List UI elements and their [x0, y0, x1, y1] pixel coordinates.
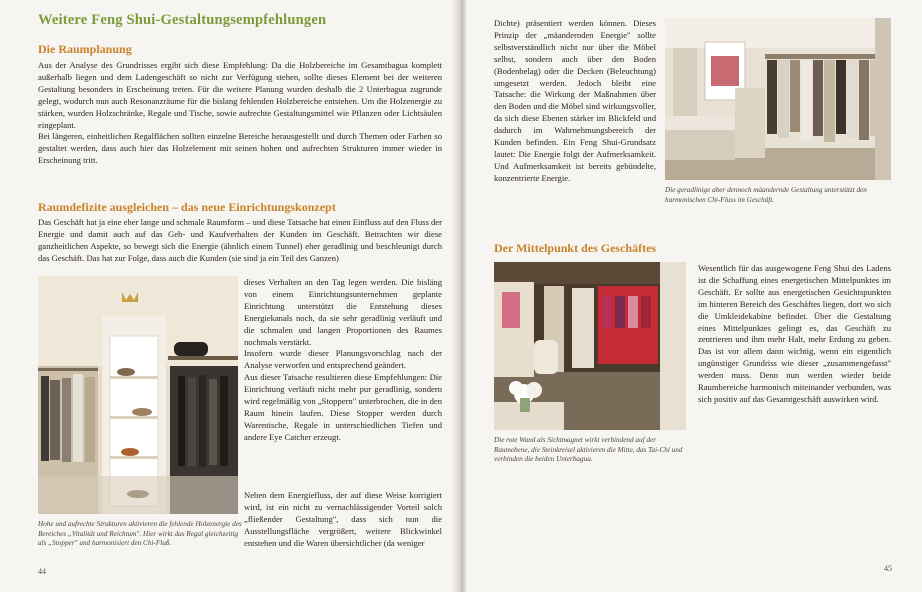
- caption-bottom-left: Die rote Wand als Sichtmagnet wirkt verbindend auf der Raumebene, die Steinkreisel aktivieren die Mitte, das Tai-Chi und verbinden die beiden Unterbagua.: [494, 436, 683, 464]
- section-heading-raumdefizite: Raumdefizite ausgleichen – das neue Einrichtungskonzept: [38, 200, 336, 214]
- paragraph: Aus der Analyse des Grundrisses ergibt sich diese Empfehlung: Da die Holzbereiche im Gesamtbagua komplett außerhalb liegen und dem Ladengeschäft so nicht zur Verfügung stehen, sollte dieses Element bei der weiteren Gestaltung besonders in Erscheinung treten. Für die weitere Planung wurden deshalb die 2 Unterbagua zugrunde gelegt, wodurch nun auch Resonanzräume für die bislang fehlenden Holzbereiche entstehen. Um die Holzenergie zu stärken, wurden Holzschränke, Regale und Tische, sowie aufrechte Gestaltungsmittel wie Pflanzen oder Lichtsäulen eingeplant.: [38, 60, 442, 130]
- paragraph: Neben dem Energiefluss, der auf diese Weise korrigiert wird, ist ein nicht zu vernachlässigender Vorteil solch „fließender Gestaltung", dass sich nun die Ausstellungsfläche vergrößert, weitere Blickwinkel entstehen und die Waren übersichtlicher (da weniger: [244, 490, 442, 548]
- paragraph-intro: Das Geschäft hat ja eine eher lange und schmale Raumform – und diese Tatsache hat einen Einfluss auf den Fluss der Energie und damit auch auf das Geh- und Kaufverhalten der Kunden im Geschäft. Betrachten wir diese ganzheitlichen Aspekte, so bewegt sich die Energie (ähnlich einem Tunnel) eher geradlinig und beschleunigt durch das Geschäft. Das hat zur Folge, dass auch die Kunden (sie sind ja ein Teil des Ganzen): [38, 217, 442, 263]
- page-number-left: 44: [38, 567, 46, 576]
- left-page: [0, 0, 458, 592]
- photo-shelf-store: [38, 276, 238, 514]
- paragraph: dieses Verhalten an den Tag legen werden. Die bisläng von einem Einrichtungsunternehmen geplante Einrichtung unterstützt die Entstehung dieses Energiekanals noch, da sie sehr geradlinig verläuft und die schmalen und langen Proportionen des Raumes nochmals verstärkt.: [244, 277, 442, 347]
- photo-boutique-racks: [665, 18, 891, 180]
- page-number-right: 45: [884, 564, 892, 573]
- caption-top-right: Die geradlinige aber dennoch mäandernde Gestaltung unterstützt den harmonischen Chi-Fluss im Geschäft.: [665, 186, 867, 204]
- text-column-right-of-photo: [244, 277, 442, 444]
- paragraph-mittelpunkt: Wesentlich für das ausgewogene Feng Shui des Ladens ist die Schaffung eines energetischen Mittelpunktes im Geschäft. Er sollte aus energetischen Gesichtspunkten im hinteren Bereich des Geschäftes liegen, dort wo sich die Umkleidekabine befindet. Über die Gestaltung eines Mittelpunktes gelingt es, das Geschäft zu zentrieren und ihm mehr Halt, mehr Erdung zu geben. Das ist vor allem dann wichtig, wenn ein eigentlich ungünstiger Grundriss wie dieser „zusammengefasst" werden muss. Denn nun werden wieder beide Raumbereiche harmonisch miteinander verbunden, was sich positiv auf das Gesamtgeschäft auswirken wird.: [698, 263, 891, 404]
- photo-red-wall-store: [494, 262, 686, 430]
- section-heading-mittelpunkt: Der Mittelpunkt des Geschäftes: [494, 241, 657, 255]
- paragraph: Bei längeren, einheitlichen Regalflächen sollten einzelne Bereiche herausgestellt und durch Themen oder Farben so gestaltet werden, dass auch hier das Holzelement mit seinen hohen und aufrechten Strukturen immer wieder in Erscheinung tritt.: [38, 131, 442, 166]
- section-raumplanung-text: [38, 60, 442, 167]
- paragraph-top: Dichte) präsentiert werden können. Dieses Prinzip der „mäandernden Energie" sollte selbstverständlich nicht nur über die Möbel selbst, sondern auch über den Boden (Bodenbelag) oder die Decken (Beleuchtung) umgesetzt werden. Jedoch bleibt eine Tatsache: die Wirkung der Maßnahmen über den Boden und die Möbel sind wirkungsvoller, da sich diese Ebenen stärker im Blickfeld und dadurch im Wahrnehmungsbereich der Kunden befinden. Ein Feng Shui-Grundsatz lautet: Die Energie folgt der Aufmerksamkeit. Und Aufmerksamkeit ist bereits gebündelte, konzentrierte Energie.: [494, 18, 656, 183]
- paragraph: Aus dieser Tatsache resultieren diese Empfehlungen: Die Einrichtung verläuft nicht mehr pur geradlinig, sondern wird regelmäßig von „Stoppern" unterbrochen, die in den Raum hinein laufen. Diese Stopper werden durch Warentische, Regale in unterschiedlichen Tiefen und andere Eye Catcher erzeugt.: [244, 372, 442, 442]
- section-heading-raumplanung: Die Raumplanung: [38, 42, 132, 56]
- right-page: [466, 0, 922, 592]
- page-title: Weitere Feng Shui-Gestaltungsempfehlungen: [38, 12, 327, 28]
- caption-left: Hohe und aufrechte Strukturen aktivieren die fehlende Holzenergie des Bereiches „Vitalität und Reichtum". Hier wirkt das Regal gleichzeitig als „Stopper" und harmonisiert den Chi-Fluß.: [38, 520, 242, 548]
- paragraph: Insofern wurde dieser Planungsvorschlag nach der Analyse verworfen und entsprechend geändert.: [244, 348, 442, 371]
